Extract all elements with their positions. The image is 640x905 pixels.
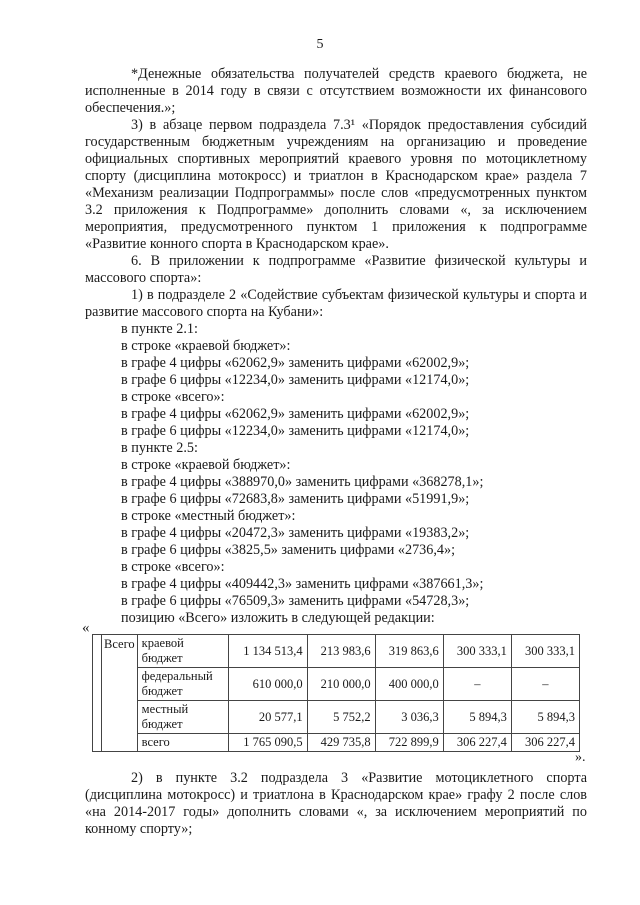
quote-open-mark: «	[82, 620, 90, 636]
table-row	[93, 668, 580, 701]
table-cell-value: –	[443, 668, 511, 701]
table-cell-value: 319 863,6	[375, 635, 443, 668]
amendment-line: в графе 4 цифры «409442,3» заменить цифрами «387661,3»;	[121, 576, 484, 592]
amendment-line: в графе 4 цифры «62062,9» заменить цифрами «62002,9»;	[121, 406, 470, 422]
table-cell-value: 300 333,1	[443, 635, 511, 668]
paragraph-item-2: 2) в пункте 3.2 подраздела 3 «Развитие мотоциклетного спорта (дисциплина мотокросс) и триатлона в Краснодарском крае» графу 2 после слов «на 2014-2017 годы» дополнить словами «, за исключением мероприятий по конному спорту»;	[85, 770, 587, 837]
table-cell-value: 722 899,9	[375, 734, 443, 752]
table-row	[93, 701, 580, 734]
table-cell-value: 400 000,0	[375, 668, 443, 701]
table-cell-value: 1 765 090,5	[228, 734, 307, 752]
amendment-line: в графе 6 цифры «3825,5» заменить цифрами «2736,4»;	[121, 542, 456, 558]
table-cell-source: федеральный бюджет	[137, 668, 228, 701]
amendment-line: в строке «местный бюджет»:	[121, 508, 296, 524]
table-cell-value: 300 333,1	[511, 635, 579, 668]
table-row	[93, 635, 580, 668]
amendment-line: в графе 6 цифры «72683,8» заменить цифрами «51991,9»;	[121, 491, 470, 507]
table-cell-value: 3 036,3	[375, 701, 443, 734]
table-cell-value: 610 000,0	[228, 668, 307, 701]
amendment-line: в строке «всего»:	[121, 559, 225, 575]
table-cell-value: 20 577,1	[228, 701, 307, 734]
table-cell-value: 5 894,3	[511, 701, 579, 734]
table-cell-value: 429 735,8	[307, 734, 375, 752]
amendment-line: в графе 6 цифры «12234,0» заменить цифрами «12174,0»;	[121, 372, 470, 388]
table-cell-source: местный бюджет	[137, 701, 228, 734]
amendment-line: в пункте 2.1:	[121, 321, 198, 337]
table-cell-value: 210 000,0	[307, 668, 375, 701]
amendment-line: в строке «краевой бюджет»:	[121, 338, 291, 354]
amendment-line: в графе 6 цифры «12234,0» заменить цифрами «12174,0»;	[121, 423, 470, 439]
amendment-line: позицию «Всего» изложить в следующей редакции:	[121, 610, 435, 626]
budget-table	[92, 634, 580, 752]
page-number: 5	[316, 37, 324, 52]
amendment-line: в графе 4 цифры «388970,0» заменить цифрами «368278,1»;	[121, 474, 484, 490]
table-cell-value: 213 983,6	[307, 635, 375, 668]
document-body	[85, 66, 587, 627]
paragraph-section-6: 6. В приложении к подпрограмме «Развитие физической культуры и массового спорта»:	[85, 253, 587, 286]
table-cell-source: краевой бюджет	[137, 635, 228, 668]
amendment-line: в пункте 2.5:	[121, 440, 198, 456]
table-cell-value: –	[511, 668, 579, 701]
amendment-lines	[85, 321, 587, 627]
table-cell-value: 5 752,2	[307, 701, 375, 734]
amendment-line: в строке «всего»:	[121, 389, 225, 405]
table-cell-source: всего	[137, 734, 228, 752]
closing-section	[85, 770, 587, 838]
quote-close-mark: ».	[575, 750, 586, 765]
paragraph-item-3: 3) в абзаце первом подраздела 7.3¹ «Порядок предоставления субсидий государственным бюджетным учреждениям на организацию и проведение официальных спортивных мероприятий краевого уровня по мотоциклетному спорту (дисциплина мотокросс) и триатлон в Краснодарском крае» раздела 7 «Механизм реализации Подпрограммы» после слов «предусмотренных пунктом 3.2 приложения к Подпрограмме» дополнить словами «, за исключением мероприятия, предусмотренного пунктом 1 приложения к подпрограмме «Развитие конного спорта в Краснодарском крае».	[85, 117, 587, 252]
table-cell-value: 1 134 513,4	[228, 635, 307, 668]
amendment-line: в графе 4 цифры «20472,3» заменить цифрами «19383,2»;	[121, 525, 470, 541]
table-cell-blank	[93, 635, 102, 752]
table-cell-value: 306 227,4	[443, 734, 511, 752]
table-row	[93, 734, 580, 752]
table-cell-total-label: Всего	[102, 635, 138, 752]
amendment-line: в графе 6 цифры «76509,3» заменить цифрами «54728,3»;	[121, 593, 470, 609]
amendment-line: в строке «краевой бюджет»:	[121, 457, 291, 473]
table-cell-value: 5 894,3	[443, 701, 511, 734]
paragraph-item-1: 1) в подразделе 2 «Содействие субъектам физической культуры и спорта и развитие массового спорта на Кубани»:	[85, 287, 587, 320]
footnote-paragraph: *Денежные обязательства получателей средств краевого бюджета, не исполненные в 2014 году в связи с отсутствием возможности их финансового обеспечения.»;	[85, 66, 587, 116]
amendment-line: в графе 4 цифры «62062,9» заменить цифрами «62002,9»;	[121, 355, 470, 371]
table-cell-value: 306 227,4	[511, 734, 579, 752]
